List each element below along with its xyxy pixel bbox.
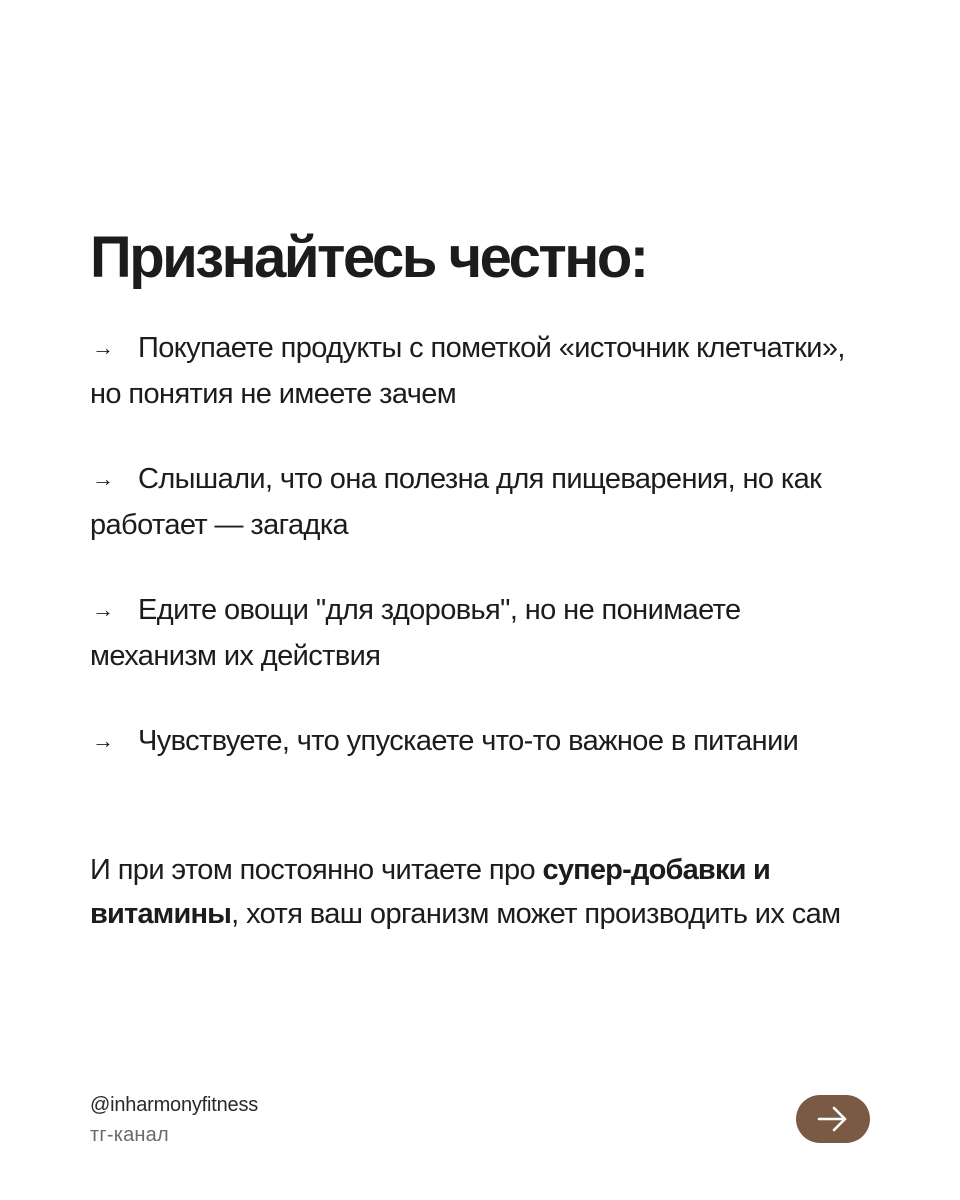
arrow-right-icon: → bbox=[92, 728, 114, 753]
list-item bbox=[90, 457, 870, 547]
arrow-right-icon: → bbox=[92, 597, 114, 622]
next-button[interactable] bbox=[796, 1095, 870, 1143]
page-title: Признайтесь честно: bbox=[90, 225, 647, 290]
channel-subtitle: тг-канал bbox=[90, 1124, 169, 1146]
summary-bold-text: супер-добавки и витамины bbox=[90, 854, 770, 930]
arrow-right-icon bbox=[816, 1105, 850, 1133]
arrow-right-icon: → bbox=[92, 466, 114, 491]
list-item-text: Слышали, что она полезна для пищеварения, но как работает — загадка bbox=[90, 463, 822, 541]
summary-paragraph bbox=[90, 848, 880, 936]
list-item bbox=[90, 326, 870, 416]
summary-text-start: И при этом постоянно читаете про bbox=[90, 854, 543, 886]
summary-text-end: , хотя ваш организм может производить их сам bbox=[231, 898, 841, 930]
channel-handle[interactable]: @inharmonyfitness bbox=[90, 1094, 259, 1116]
list-item bbox=[90, 588, 870, 678]
arrow-right-icon: → bbox=[92, 335, 114, 360]
list-item-text: Покупаете продукты с пометкой «источник клетчатки», но понятия не имеете зачем bbox=[90, 332, 845, 410]
list-item-text: Едите овощи "для здоровья", но не понимаете механизм их действия bbox=[90, 594, 741, 672]
list-item-text: Чувствуете, что упускаете что-то важное в питании bbox=[138, 725, 799, 757]
list-item bbox=[90, 719, 870, 765]
